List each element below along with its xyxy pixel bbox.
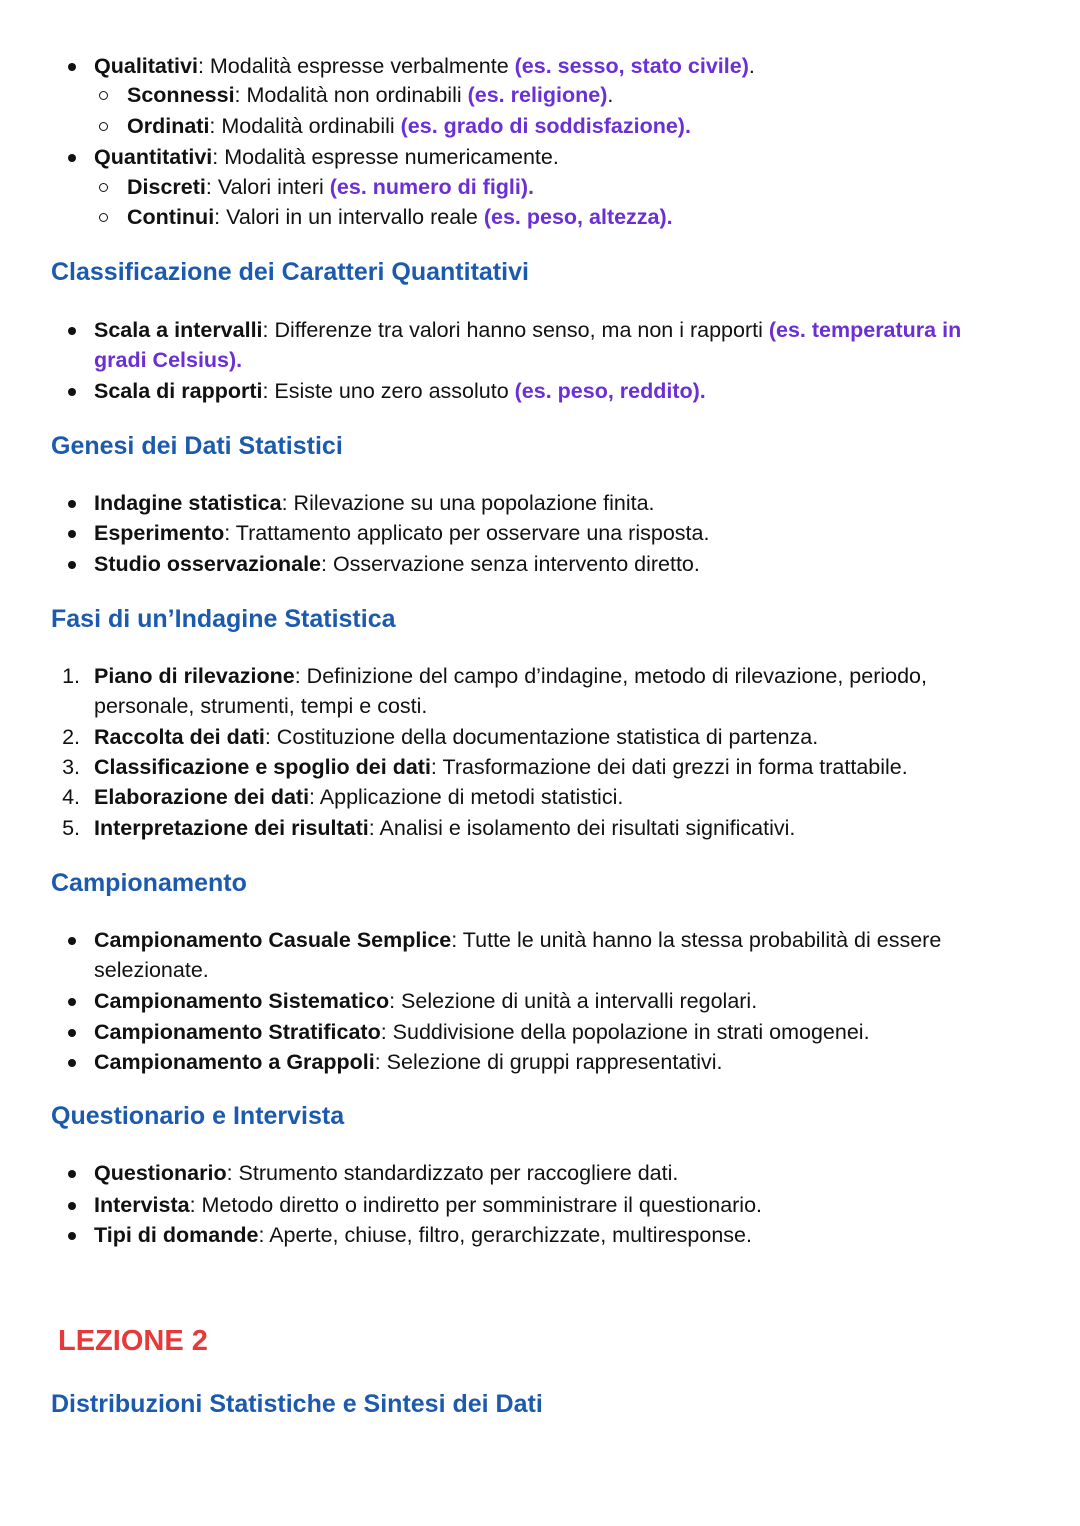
bullet-icon [68,937,76,945]
lesson-title: LEZIONE 2 [58,1325,208,1357]
list-number: 5. [62,816,80,840]
circle-bullet-icon [99,183,108,192]
bullet-icon [68,1029,76,1037]
list-item: Ordinati: Modalità ordinabili (es. grado di soddisfazione). [127,114,691,138]
bullet-icon [68,530,76,538]
bullet-icon [68,327,76,335]
list-item: Interpretazione dei risultati: Analisi e isolamento dei risultati significativi. [94,816,796,840]
circle-bullet-icon [99,213,108,222]
bullet-icon [68,1170,76,1178]
list-item: Tipi di domande: Aperte, chiuse, filtro, gerarchizzate, multiresponse. [94,1223,752,1247]
list-item: Discreti: Valori interi (es. numero di figli). [127,175,535,199]
list-item-continuation: personale, strumenti, tempi e costi. [94,694,428,718]
bullet-icon [68,1232,76,1240]
bullet-icon [68,1059,76,1067]
circle-bullet-icon [99,122,108,131]
bullet-icon [68,500,76,508]
list-item: Campionamento Sistematico: Selezione di unità a intervalli regolari. [94,989,758,1013]
section-heading: Distribuzioni Statistiche e Sintesi dei Dati [51,1390,543,1418]
list-item-continuation: gradi Celsius). [94,348,243,372]
bullet-icon [68,154,76,162]
list-item: Continui: Valori in un intervallo reale (es. peso, altezza). [127,205,673,229]
bullet-icon [68,1202,76,1210]
list-item: Campionamento Casuale Semplice: Tutte le unità hanno la stessa probabilità di essere [94,928,942,952]
list-item: Scala a intervalli: Differenze tra valori hanno senso, ma non i rapporti (es. temperatura in [94,318,962,342]
section-heading: Genesi dei Dati Statistici [51,432,343,460]
section-heading: Campionamento [51,869,247,897]
list-number: 4. [62,785,80,809]
section-heading: Fasi di un’Indagine Statistica [51,605,396,633]
list-item-continuation: selezionate. [94,958,209,982]
list-number: 1. [62,664,80,688]
list-item: Piano di rilevazione: Definizione del campo d’indagine, metodo di rilevazione, periodo, [94,664,927,688]
bullet-icon [68,998,76,1006]
section-heading: Classificazione dei Caratteri Quantitativi [51,258,529,286]
bullet-icon [68,63,76,71]
list-item: Sconnessi: Modalità non ordinabili (es. religione). [127,83,614,107]
list-item: Questionario: Strumento standardizzato per raccogliere dati. [94,1161,679,1185]
list-item: Qualitativi: Modalità espresse verbalmente (es. sesso, stato civile). [94,54,755,78]
list-item: Campionamento Stratificato: Suddivisione della popolazione in strati omogenei. [94,1020,870,1044]
list-number: 2. [62,725,80,749]
list-item: Classificazione e spoglio dei dati: Trasformazione dei dati grezzi in forma trattabile. [94,755,908,779]
list-item: Raccolta dei dati: Costituzione della documentazione statistica di partenza. [94,725,819,749]
section-heading: Questionario e Intervista [51,1102,345,1130]
list-item: Studio osservazionale: Osservazione senza intervento diretto. [94,552,700,576]
bullet-icon [68,388,76,396]
list-item: Elaborazione dei dati: Applicazione di metodi statistici. [94,785,624,809]
list-item: Esperimento: Trattamento applicato per osservare una risposta. [94,521,710,545]
list-item: Intervista: Metodo diretto o indiretto per somministrare il questionario. [94,1193,763,1217]
list-number: 3. [62,755,80,779]
list-item: Quantitativi: Modalità espresse numericamente. [94,145,559,169]
list-item: Indagine statistica: Rilevazione su una popolazione finita. [94,491,655,515]
circle-bullet-icon [99,91,108,100]
bullet-icon [68,561,76,569]
list-item: Campionamento a Grappoli: Selezione di gruppi rappresentativi. [94,1050,723,1074]
list-item: Scala di rapporti: Esiste uno zero assoluto (es. peso, reddito). [94,379,706,403]
